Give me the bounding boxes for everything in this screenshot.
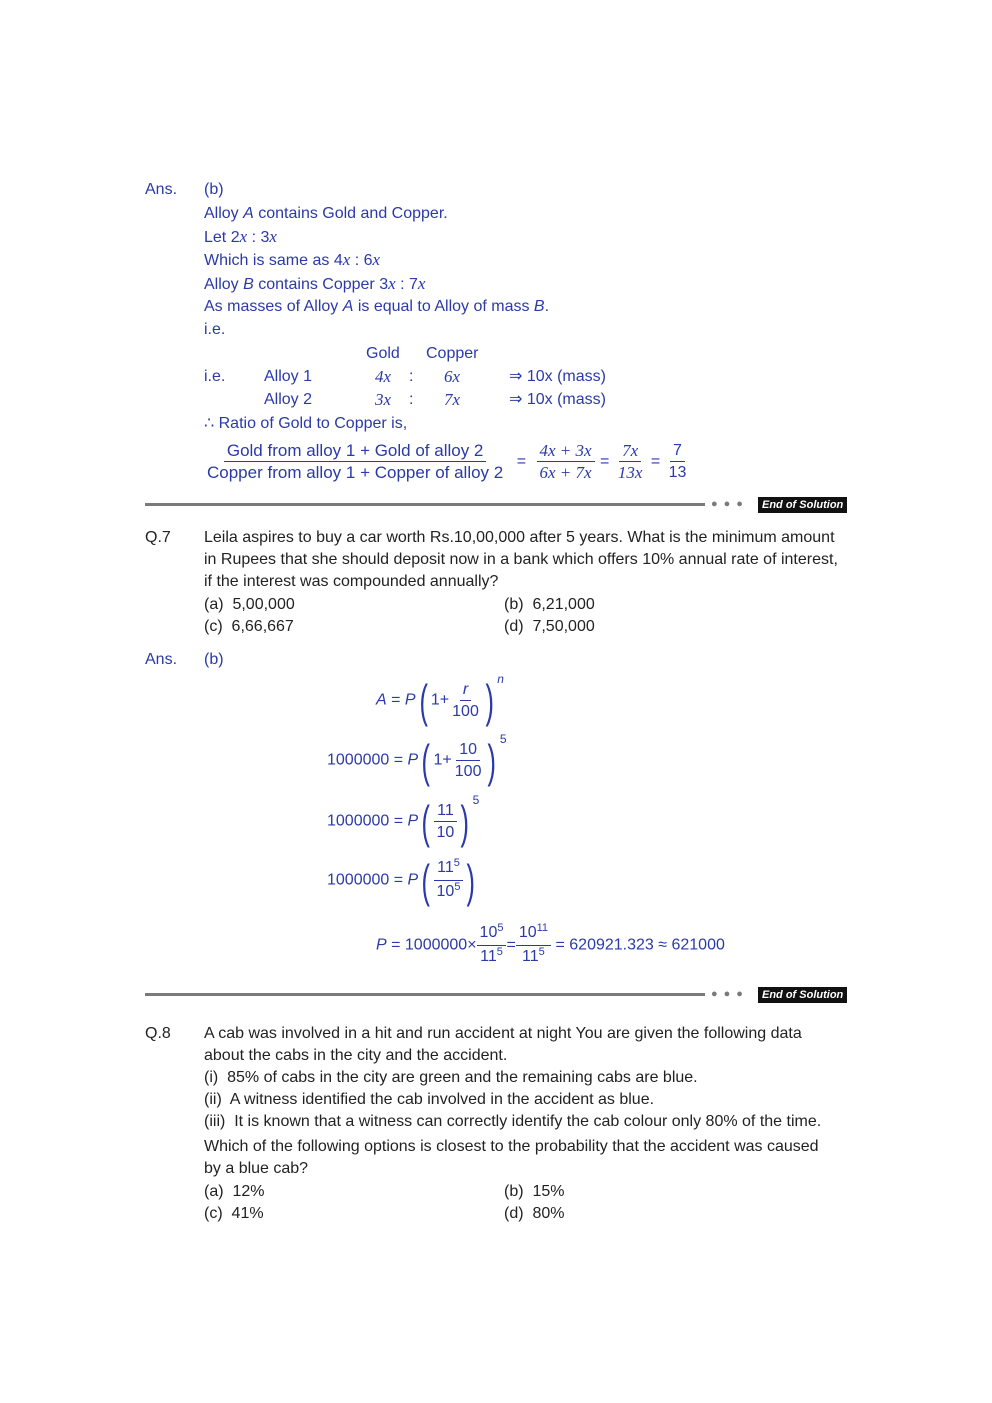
- solution-line: Alloy A contains Gold and Copper.: [204, 205, 448, 222]
- solution-line: Let 2x : 3x: [204, 227, 277, 246]
- question-text-line: Leila aspires to buy a car worth Rs.10,00,000 after 5 years. What is the minimum amount: [204, 529, 835, 546]
- answer-option: (b): [204, 651, 224, 668]
- list-item: (ii) A witness identified the cab involved in the accident as blue.: [204, 1091, 655, 1108]
- equation-step: 1000000 = P( 1+ $\frac{10}{100}$ ) $^5$: [327, 731, 507, 787]
- question-text-line: Which of the following options is closest to the probability that the accident was caused: [204, 1138, 819, 1155]
- table-row-name: Alloy 2: [264, 391, 313, 408]
- question-text-line: A cab was involved in a hit and run accident at night You are given the following data: [204, 1025, 802, 1042]
- divider-dots: ●●●: [711, 988, 749, 1000]
- divider-dots: ●●●: [711, 498, 749, 510]
- table-header-copper: Copper: [426, 345, 479, 362]
- option-c: (c) 6,66,667: [204, 618, 294, 635]
- question-text-line: by a blue cab?: [204, 1160, 309, 1177]
- question-number: Q.7: [145, 529, 171, 546]
- answer-option: (b): [204, 181, 224, 198]
- table-cell: 3x: [375, 390, 392, 409]
- option-b: (b) 6,21,000: [504, 596, 595, 613]
- solution-line: i.e.: [204, 321, 226, 338]
- solution-divider: [145, 503, 705, 506]
- table-cell: 4x: [375, 367, 392, 386]
- equation-step: 1000000 = P( $\frac{11}{10}$ ) $^5$: [327, 792, 480, 848]
- table-row-name: Alloy 1: [264, 368, 313, 385]
- question-text-line: about the cabs in the city and the accident.: [204, 1047, 508, 1064]
- equation-result: P = 1000000× $\frac{10^5}{11^5}$ = $\frac{10^{11}}{11^5}$ = 620921.323 ≈ 621000: [376, 922, 725, 965]
- ratio-line: ∴ Ratio of Gold to Copper is,: [204, 415, 408, 432]
- compound-interest-formula: A = P( 1+ $\frac{r}{100}$ ) $^n$: [376, 671, 504, 727]
- fraction: $\frac{\text{Gold from alloy 1 + Gold of alloy 2}}{\text{Copper from alloy 1 + Copper of alloy 2}}$: [207, 441, 504, 482]
- answer-label: Ans.: [145, 651, 178, 668]
- equation-step: 1000000 = P( $\frac{11^5}{10^5}$ ): [327, 854, 476, 907]
- option-a: (a) 12%: [204, 1183, 265, 1200]
- table-cell: 7x: [444, 390, 461, 409]
- fraction: $\frac{4x + 3x}{6x + 7x}$: [537, 440, 595, 483]
- fraction: $\frac{7x}{13x}$: [617, 441, 643, 482]
- answer-label: Ans.: [145, 181, 178, 198]
- question-number: Q.8: [145, 1025, 171, 1042]
- option-d: (d) 80%: [504, 1205, 565, 1222]
- end-of-solution-badge: End of Solution: [758, 497, 847, 513]
- table-ie: i.e.: [204, 368, 226, 385]
- table-result: ⇒ 10x (mass): [509, 391, 606, 408]
- list-item: (iii) It is known that a witness can correctly identify the cab colour only 80% of the time.: [204, 1113, 822, 1130]
- option-a: (a) 5,00,000: [204, 596, 295, 613]
- solution-line: Alloy B contains Copper 3x : 7x: [204, 274, 426, 293]
- ratio-formula: $\frac{\text{Gold from alloy 1 + Gold of alloy 2}}{\text{Copper from alloy 1 + Copper of alloy 2}}$ = $\frac{4x + 3x}{6x + 7x}$ = $\frac{7x}{13x}$ = $\frac{7}{13}$: [204, 440, 689, 483]
- table-sep: :: [409, 391, 414, 408]
- solution-divider: [145, 993, 705, 996]
- end-of-solution-badge: End of Solution: [758, 987, 847, 1003]
- option-b: (b) 15%: [504, 1183, 565, 1200]
- question-text-line: in Rupees that she should deposit now in a bank which offers 10% annual rate of interest,: [204, 551, 838, 568]
- table-cell: 6x: [444, 367, 461, 386]
- question-text-line: if the interest was compounded annually?: [204, 573, 499, 590]
- table-sep: :: [409, 368, 414, 385]
- fraction: $\frac{7}{13}$: [668, 442, 687, 481]
- table-header-gold: Gold: [366, 345, 400, 362]
- solution-line: Which is same as 4x : 6x: [204, 250, 381, 269]
- option-d: (d) 7,50,000: [504, 618, 595, 635]
- option-c: (c) 41%: [204, 1205, 264, 1222]
- list-item: (i) 85% of cabs in the city are green and the remaining cabs are blue.: [204, 1069, 698, 1086]
- solution-line: As masses of Alloy A is equal to Alloy of mass B.: [204, 298, 550, 315]
- table-result: ⇒ 10x (mass): [509, 368, 606, 385]
